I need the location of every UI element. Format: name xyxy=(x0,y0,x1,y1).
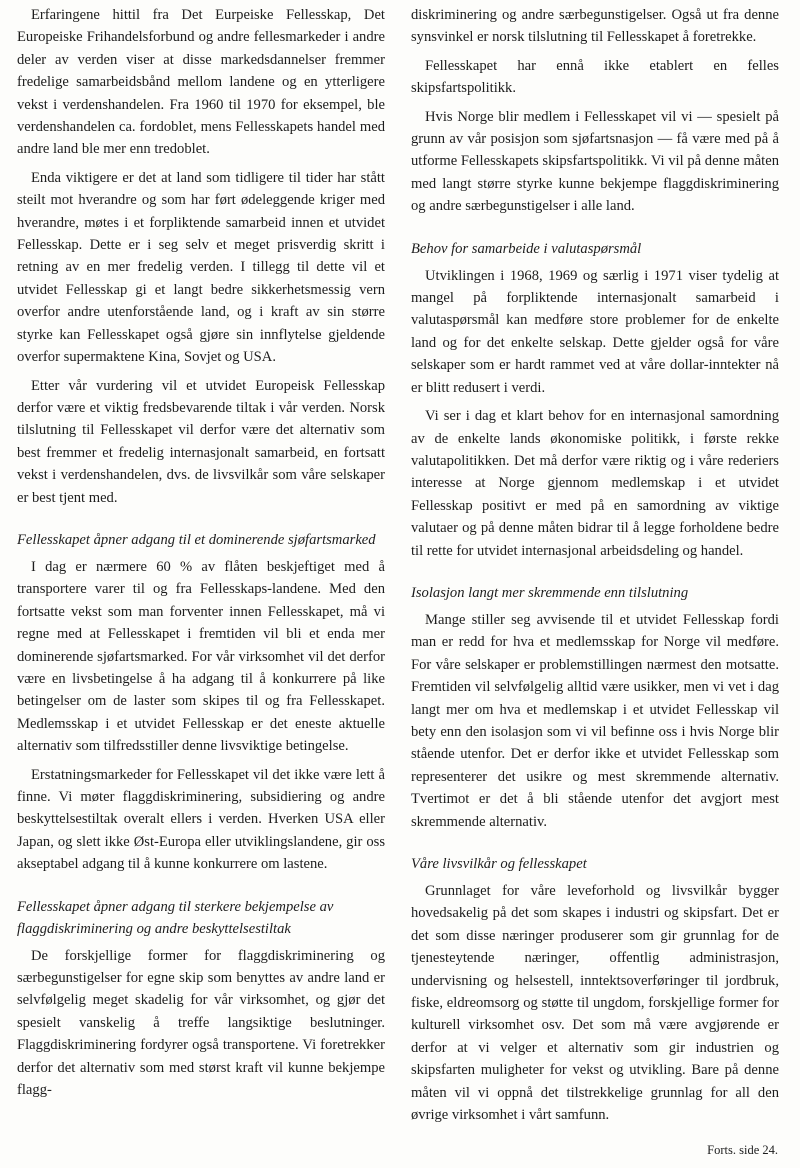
paragraph: Hvis Norge blir medlem i Fellesskapet vil vi — spesielt på grunn av vår posisjon som sjøfartsnasjon — få være med på å utforme Fellesskapets skipsfartspolitikk. Vi vil på denne måten med langt større styrke kunne bekjempe flaggdiskriminering og andre særbegunstigelser i alle land. xyxy=(411,108,779,215)
section-heading: Våre livsvilkår og fellesskapet xyxy=(411,856,587,872)
left-column xyxy=(17,4,385,1107)
paragraph: Erstatningsmarkeder for Fellesskapet vil det ikke være lett å finne. Vi møter flaggdiskriminering, subsidiering og andre beskyttelsestiltak overalt ellers i verden. Hverken USA eller Japan, og slett ikke Øst-Europa eller utviklingslandene, gir oss akseptabel adgang til å kunne konkurrere om lastene. xyxy=(17,766,385,873)
paragraph: De forskjellige former for flaggdiskriminering og særbegunstigelser for egne skip som benyttes av andre land er selvfølgelig meget skadelig for vår virksomhet, og gjør det spesielt vanskelig å treffe langsiktige beslutninger. Flaggdiskriminering fordyrer også transportene. Vi foretrekker derfor det alternativ som med størst kraft vil kunne bekjempe flagg- xyxy=(17,947,385,1099)
paragraph: Erfaringene hittil fra Det Eurpeiske Fellesskap, Det Europeiske Frihandelsforbund og andre fellesmarkeder i andre deler av verden viser at disse markedsdannelser fremmer fredelige samarbeidsbånd mellom landene og en ytterligere vekst i verdenshandelen. Fra 1960 til 1970 for eksempel, ble verdenshandelen ca. fordoblet, mens Fellesskapets handel med andre land ble mer enn tredoblet. xyxy=(17,7,385,158)
paragraph: Utviklingen i 1968, 1969 og særlig i 1971 viser tydelig at mangel på forpliktende internasjonalt samarbeid i valutaspørsmål kan medføre store problemer for de enkelte land og for det enkelte selskap. Dette gjelder også for våre selskaper som er hardt rammet ved at våre dollar-inntekter nå er blitt redusert i verdi. xyxy=(411,267,779,396)
paragraph: Vi ser i dag et klart behov for en internasjonal samordning av de enkelte lands økonomiske politikk, i første rekke valutapolitikken. Det må derfor være riktig og i våre rederiers interesse at Norge gjennom medlemskap i et utvidet Fellesskap positivt er med på en samordning av viktige valutaer og på denne måten bidrar til å legge forholdene bedre til rette for utvidet internasjonal arbeidsdeling og handel. xyxy=(411,408,779,559)
paragraph: Enda viktigere er det at land som tidligere til tider har stått steilt mot hverandre og som har ført ødeleggende kriger med hverandre, møtes i et forpliktende samarbeid innen et utvidet Fellesskap. Dette er i seg selv et meget prisverdig skritt i retning av en mer fredelig verden. I tillegg til dette vil et utvidet Fellesskap gi et langt bedre sikkerhetsmessig vern overfor andre utenforstående land, og i kraft av sin større styrke kan Fellesskapet også gjøre sin innflytelse gjeldende overfor supermaktene Kina, Sovjet og USA. xyxy=(17,169,385,366)
continuation-note: Forts. side 24. xyxy=(707,1143,778,1157)
section-heading: Fellesskapet åpner adgang til sterkere bekjempelse av flaggdiskriminering og andre beskyttelsestiltak xyxy=(17,898,334,937)
paragraph: Mange stiller seg avvisende til et utvidet Fellesskap fordi man er redd for hva et medlemsskap for Norge vil medføre. For våre selskaper er problemstillingen nærmest den motsatte. Fremtiden vil selvfølgelig alltid være usikker, men vi vet i dag langt mer om hva et medlemskap i et utvidet Fellesskap vil bety enn den isolasjon som vi vil befinne oss i hvis Norge blir stående utenfor. Det er derfor ikke et utvidet Fellesskap som representerer det usikre og mest skremmende alternativ. Tvertimot er det å bli stående utenfor det avgjort mest skremmende alternativ. xyxy=(411,611,779,830)
paragraph: Fellesskapet har ennå ikke etablert en felles skipsfartspolitikk. xyxy=(411,57,779,97)
section-heading: Isolasjon langt mer skremmende enn tilslutning xyxy=(411,584,689,601)
paragraph: Etter vår vurdering vil et utvidet Europeisk Fellesskap derfor være et viktig fredsbevarende tiltak i vår verden. Norsk tilslutning til Fellesskapet vil derfor være det alternativ som best fremmer et fredelig internasjonalt samarbeid, en fortsatt vekst i verdenshandelen, dvs. de livsvilkår som våre selskaper er best tjent med. xyxy=(17,377,385,506)
right-column xyxy=(411,4,779,1132)
paragraph: I dag er nærmere 60 % av flåten beskjeftiget med å transportere varer til og fra Fellesskaps-landene. Med den fortsatte vekst som man forventer innen Fellesskapet, må vi regne med at Fellesskapet i fremtiden vil bli et enda mer dominerende sjøfartsmarked. For vår virksomhet vil det derfor være en livsbetingelse å ha adgang til å konkurrere på like betingelser om de laster som skipes til og fra Fellesskapet. Medlemsskap i et utvidet Fellesskap er det eneste aktuelle alternativ som tilfredsstiller denne livsviktige betingelse. xyxy=(17,558,385,755)
paragraph: Grunnlaget for våre leveforhold og livsvilkår bygger hovedsakelig på det som skapes i industri og skipsfart. Det er det som disse næringer produserer som gir grunnlag for de tjenesteytende næringer, offentlig administrasjon, undervisning og helsestell, inntektsoverføringer til jordbruk, fiske, eldreomsorg og støtte til ungdom, forskjellige former for kulturell virksomhet osv. Det som må være avgjørende er derfor at vi velger et alternativ som gir industrien og skipsfarten muligheter for vekst og utvikling. Bare på denne måten vil vi oppnå det tilstrekkelige grunnlag for all den øvrige virksomhet i vårt samfunn. xyxy=(411,883,779,1124)
paragraph-continued: diskriminering og andre særbegunstigelser. Også ut fra denne synsvinkel er norsk tilslutning til Fellesskapet å foretrekke. xyxy=(411,7,779,46)
section-heading: Behov for samarbeide i valutaspørsmål xyxy=(411,240,642,257)
section-heading: Fellesskapet åpner adgang til et dominerende sjøfartsmarked xyxy=(17,531,376,548)
